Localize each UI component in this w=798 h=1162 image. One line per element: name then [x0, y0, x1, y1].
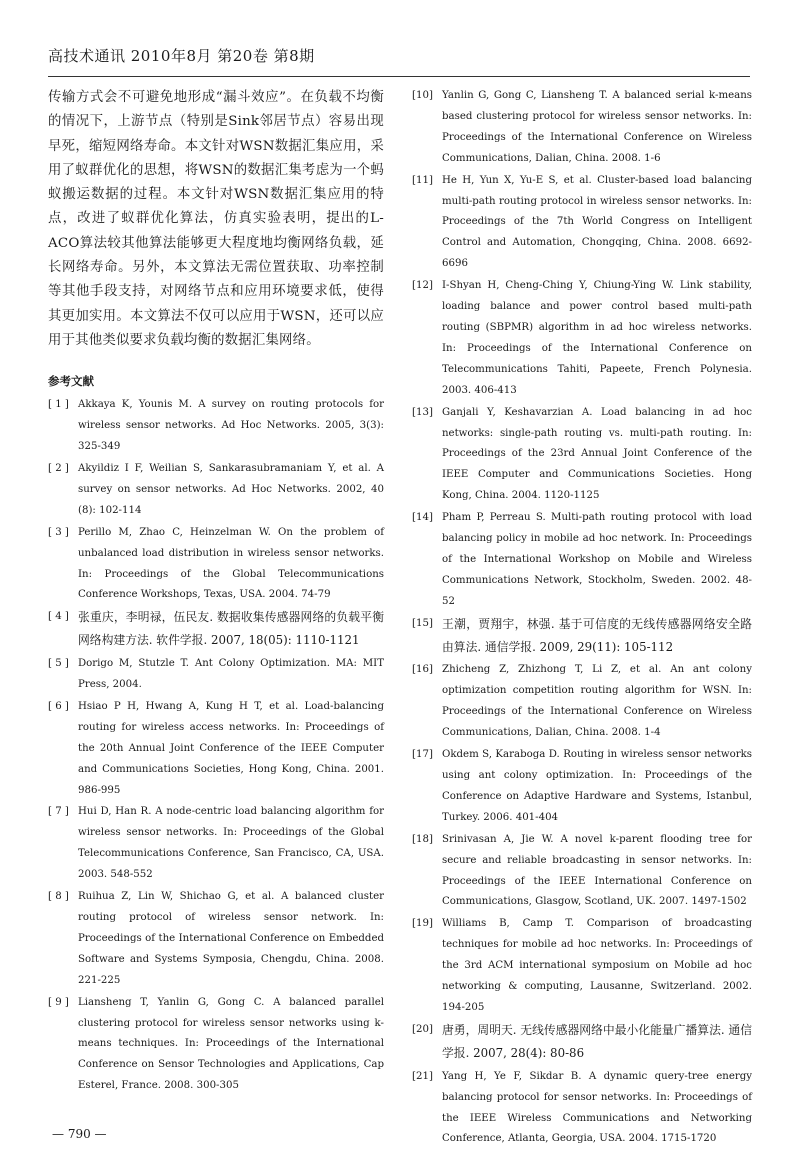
- reference-number: [16]: [412, 664, 433, 676]
- reference-text: Zhicheng Z, Zhizhong T, Li Z, et al. An ant colony optimization competition routing algorithm for WSN. In: Proceedings of the International Conference on Wireless Communications, Dalian, China. 2008. 1-4: [442, 664, 752, 739]
- reference-text: Hui D, Han R. A node-centric load balancing algorithm for wireless sensor networks. In: Proceedings of the Global Telecommunications Conference, San Francisco, CA, USA. 2003. 548-552: [78, 806, 384, 881]
- reference-text: Yanlin G, Gong C, Liansheng T. A balanced serial k-means based clustering protocol for wireless sensor networks. In: Proceedings of the International Conference on Wireless Communications, Dalian, China. 2008. 1-6: [442, 90, 752, 164]
- reference-list-right: [412, 86, 752, 1150]
- reference-item: [412, 745, 752, 829]
- reference-number: [ 8 ]: [48, 891, 69, 903]
- reference-text: 唐勇，周明天. 无线传感器网络中最小化能量广播算法. 通信学报. 2007, 28(4): 80-86: [442, 1022, 752, 1060]
- reference-text: Okdem S, Karaboga D. Routing in wireless sensor networks using ant colony optimization. In: Proceedings of the Conference on Adaptive Hardware and Systems, Istanbul, Turkey. 2006. 401-404: [442, 749, 752, 823]
- reference-text: Akkaya K, Younis M. A survey on routing protocols for wireless sensor networks. Ad Hoc Networks. 2005, 3(3): 325-349: [78, 399, 384, 453]
- reference-text: Dorigo M, Stutzle T. Ant Colony Optimization. MA: MIT Press, 2004.: [78, 658, 384, 691]
- right-column: [412, 86, 752, 1151]
- reference-item: [48, 697, 384, 802]
- reference-item: [48, 802, 384, 886]
- reference-number: [10]: [412, 90, 433, 101]
- reference-text: Liansheng T, Yanlin G, Gong C. A balanced parallel clustering protocol for wireless sensor networks using k-means techniques. In: Proceedings of the International Conference on Sensor Technologies and Applications, Cap Esterel, France. 2008. 300-305: [78, 996, 384, 1092]
- reference-item: [48, 459, 384, 522]
- reference-number: [ 7 ]: [48, 806, 69, 818]
- reference-item: [48, 395, 384, 458]
- reference-item: [412, 914, 752, 1019]
- reference-text: Srinivasan A, Jie W. A novel k-parent flooding tree for secure and reliable broadcasting in sensor networks. In: Proceedings of the IEEE International Conference on Communications, Glasgow, Scotland, UK. 2007. 1497-1502: [442, 833, 752, 908]
- reference-number: [20]: [412, 1023, 433, 1035]
- reference-number: [13]: [412, 406, 433, 418]
- reference-item: [412, 660, 752, 744]
- reference-item: [412, 508, 752, 613]
- reference-item: [412, 86, 752, 170]
- reference-text: Akyildiz I F, Weilian S, Sankarasubramaniam Y, et al. A survey on sensor networks. Ad Hoc Networks. 2002, 40 (8): 102-114: [78, 462, 384, 516]
- page-number: — 790 —: [52, 1127, 107, 1141]
- reference-item: [412, 403, 752, 508]
- reference-number: [ 3 ]: [48, 526, 69, 538]
- reference-number: [14]: [412, 512, 433, 524]
- reference-item: [48, 887, 384, 992]
- reference-text: I-Shyan H, Cheng-Ching Y, Chiung-Ying W. Link stability, loading balance and power control based multi-path routing (SBPMR) algorithm in ad hoc wireless networks. In: Proceedings of the International Conference on Telecommunications Tahiti, Papeete, French Polynesia. 2003. 406-413: [442, 280, 752, 396]
- reference-number: [17]: [412, 749, 433, 761]
- left-column: [48, 86, 384, 1098]
- reference-text: He H, Yun X, Yu-E S, et al. Cluster-based load balancing multi-path routing protocol in wireless sensor networks. In: Proceedings of the 7th World Congress on Intelligent Control and Automation, Chongqing, China. 2008. 6692-6696: [442, 174, 752, 270]
- reference-text: Yang H, Ye F, Sikdar B. A dynamic query-tree energy balancing protocol for sensor networks. In: Proceedings of the IEEE Wireless Communications and Networking Conference, Atlanta, Georgia, USA. 2004. 1715-1720: [442, 1070, 752, 1145]
- reference-number: [ 2 ]: [48, 462, 69, 474]
- reference-text: 张重庆，李明禄，伍民友. 数据收集传感器网络的负载平衡网络构建方法. 软件学报. 2007, 18(05): 1110-1121: [78, 610, 384, 648]
- reference-text: Williams B, Camp T. Comparison of broadcasting techniques for mobile ad hoc networks. In: Proceedings of the 3rd ACM international symposium on Mobile ad hoc networking & computing, Lausanne, Switzerland. 2002. 194-205: [442, 918, 752, 1013]
- reference-number: [15]: [412, 617, 433, 629]
- reference-number: [19]: [412, 918, 433, 930]
- reference-number: [12]: [412, 280, 433, 292]
- reference-item: [412, 1020, 752, 1066]
- reference-number: [ 6 ]: [48, 700, 69, 712]
- reference-item: [412, 1067, 752, 1151]
- reference-item: [48, 993, 384, 1098]
- reference-item: [48, 607, 384, 653]
- reference-text: Ganjali Y, Keshavarzian A. Load balancing in ad hoc networks: single-path routing vs. multi-path routing. In: Proceedings of the 23rd Annual Joint Conference of the IEEE Computer and Communications Societies. Hong Kong, China. 2004. 1120-1125: [442, 406, 752, 502]
- reference-number: [21]: [412, 1070, 433, 1082]
- reference-text: Hsiao P H, Hwang A, Kung H T, et al. Load-balancing routing for wireless access networks. In: Proceedings of the 20th Annual Joint Conference of the IEEE Computer and Communications Societies, Hong Kong, China. 2001. 986-995: [78, 700, 384, 796]
- reference-item: [48, 654, 384, 696]
- reference-text: Ruihua Z, Lin W, Shichao G, et al. A balanced cluster routing protocol of wireless sensor network. In: Proceedings of the International Conference on Embedded Software and Systems Symposia, Chengdu, China. 2008. 221-225: [78, 891, 384, 986]
- reference-item: [48, 523, 384, 607]
- reference-item: [412, 830, 752, 914]
- reference-number: [18]: [412, 833, 433, 845]
- reference-text: 王潮，贾翔宇，林强. 基于可信度的无线传感器网络安全路由算法. 通信学报. 2009, 29(11): 105-112: [442, 616, 752, 654]
- reference-item: [412, 276, 752, 401]
- reference-text: Pham P, Perreau S. Multi-path routing protocol with load balancing policy in mobile ad hoc network. In: Proceedings of the International Workshop on Mobile and Wireless Communications Network, Stockholm, Sweden. 2002. 48-52: [442, 512, 752, 607]
- reference-number: [11]: [412, 174, 433, 186]
- reference-item: [412, 171, 752, 276]
- reference-number: [ 4 ]: [48, 611, 69, 623]
- reference-number: [ 9 ]: [48, 996, 69, 1008]
- reference-item: [412, 614, 752, 660]
- reference-number: [ 1 ]: [48, 399, 69, 411]
- reference-list-left: [48, 395, 384, 1097]
- header-divider: [48, 76, 750, 77]
- body-paragraph: 传输方式会不可避免地形成“漏斗效应”。在负载不均衡的情况下，上游节点（特别是Sink邻居节点）容易出现早死，缩短网络寿命。本文针对WSN数据汇集应用，采用了蚁群优化的思想，将WSN的数据汇集考虑为一个蚂蚁搬运数据的过程。本文针对WSN数据汇集应用的特点，改进了蚁群优化算法，仿真实验表明，提出的L-ACO算法较其他算法能够更大程度地均衡网络负载，延长网络寿命。另外，本文算法无需位置获取、功率控制等其他手段支持，对网络节点和应用环境要求低，使得其更加实用。本文算法不仅可以应用于WSN，还可以应用于其他类似要求负载均衡的数据汇集网络。: [48, 90, 384, 348]
- reference-number: [ 5 ]: [48, 658, 69, 670]
- journal-header: 高技术通讯 2010年8月 第20卷 第8期: [48, 47, 315, 65]
- references-heading: 参考文献: [48, 374, 94, 389]
- reference-text: Perillo M, Zhao C, Heinzelman W. On the problem of unbalanced load distribution in wireless sensor networks. In: Proceedings of the Global Telecommunications Conference Workshops, Texas, USA. 2004. 74-79: [78, 526, 384, 601]
